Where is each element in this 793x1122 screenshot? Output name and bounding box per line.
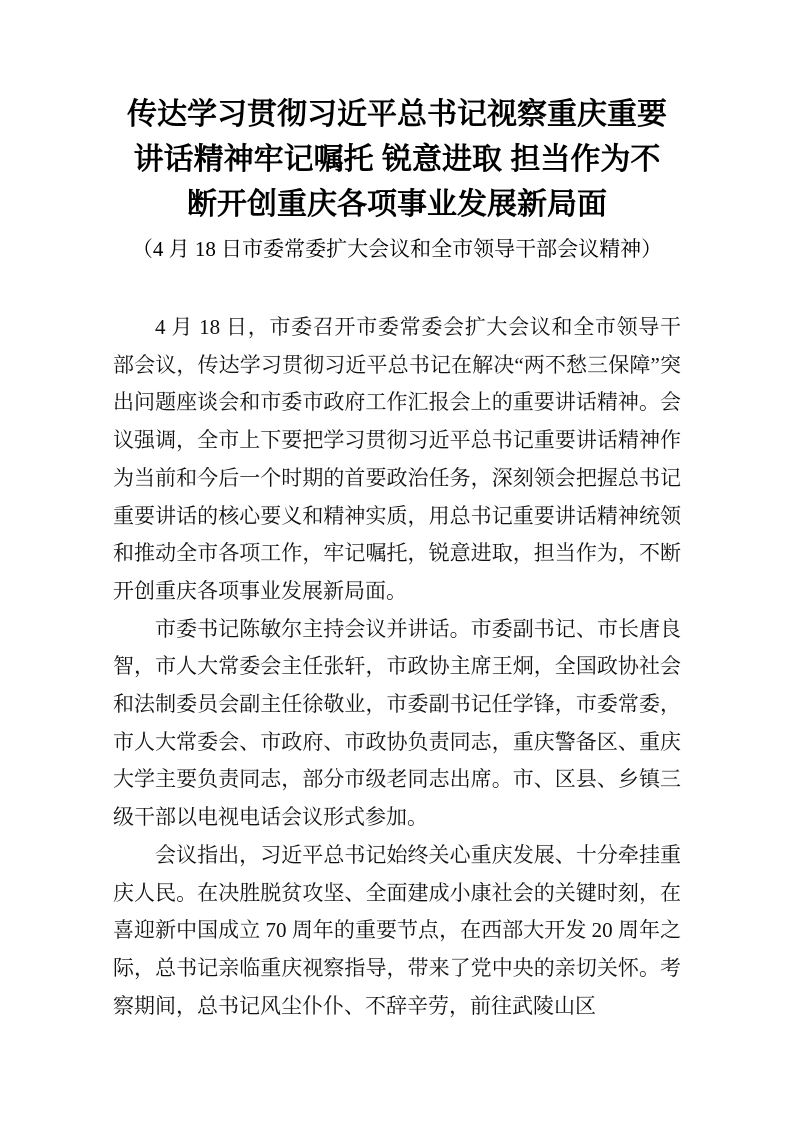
document-title-line-3: 断开创重庆各项事业发展新局面 [187, 188, 607, 221]
paragraph-3: 会议指出，习近平总书记始终关心重庆发展、十分牵挂重庆人民。在决胜脱贫攻坚、全面建成小康社会的关键时刻，在喜迎新中国成立 70 周年的重要节点，在西部大开发 20 周年之际，总书记亲临重庆视察指导，带来了党中央的亲切关怀。考察期间，总书记风尘仆仆、不辞辛劳，前往武陵山区 [113, 842, 681, 1018]
document-title-line-2: 讲话精神牢记嘱托 锐意进取 担当作为不 [133, 143, 661, 176]
paragraph-1: 4 月 18 日，市委召开市委常委会扩大会议和全市领导干部会议，传达学习贯彻习近平总书记在解决“两不愁三保障”突出问题座谈会和市委市政府工作汇报会上的重要讲话精神。会议强调，全市上下要把学习贯彻习近平总书记重要讲话精神作为当前和今后一个时期的首要政治任务，深刻领会把握总书记重要讲话的核心要义和精神实质，用总书记重要讲话精神统领和推动全市各项工作，牢记嘱托，锐意进取，担当作为，不断开创重庆各项事业发展新局面。 [113, 315, 681, 603]
document-subtitle: （4 月 18 日市委常委扩大会议和全市领导干部会议精神） [131, 237, 663, 261]
paragraph-2: 市委书记陈敏尔主持会议并讲话。市委副书记、市长唐良智，市人大常委会主任张轩，市政协主席王炯，全国政协社会和法制委员会副主任徐敬业，市委副书记任学锋，市委常委，市人大常委会、市政府、市政协负责同志，重庆警备区、重庆大学主要负责同志，部分市级老同志出席。市、区县、乡镇三级干部以电视电话会议形式参加。 [113, 616, 681, 830]
document-title-line-1: 传达学习贯彻习近平总书记视察重庆重要 [127, 98, 667, 131]
document-title [113, 92, 681, 227]
document-body [113, 309, 681, 1025]
